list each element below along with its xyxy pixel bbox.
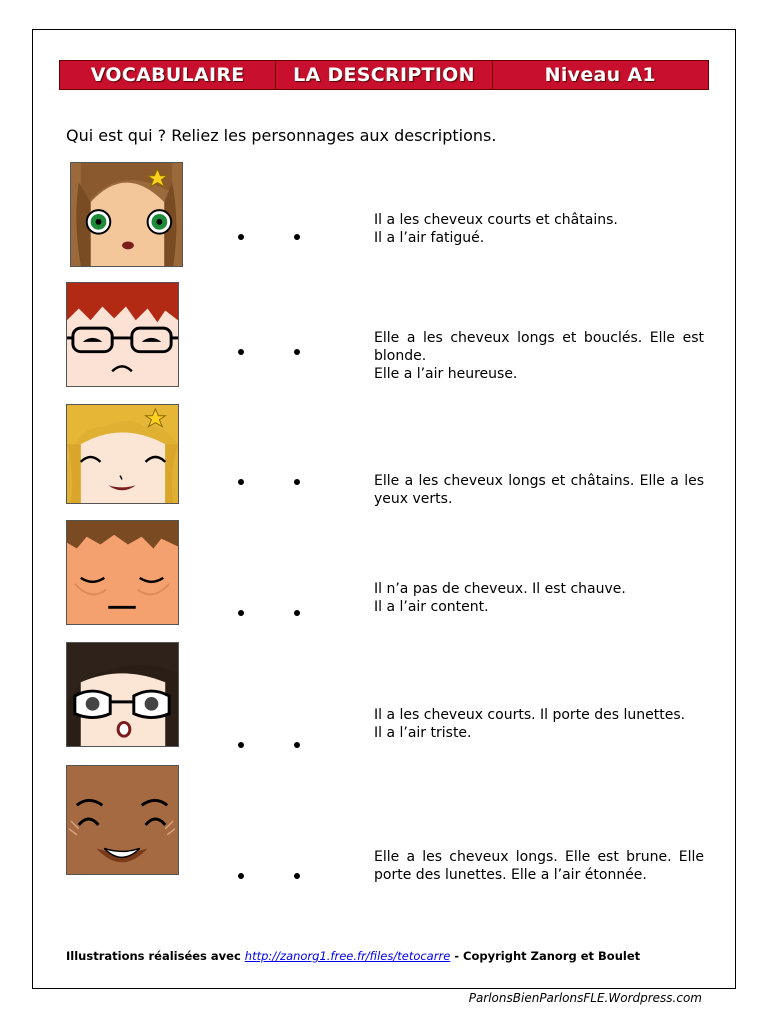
header-level: Niveau A1 [544,64,656,86]
description-line: Il a les cheveux courts. Il porte des lunettes. [374,707,686,723]
dot-right-4[interactable] [294,610,300,616]
dot-right-1[interactable] [294,234,300,240]
bald-man-smiling-icon [66,765,179,875]
credit-link[interactable]: http://zanorg1.free.fr/files/tetocarre [244,949,451,963]
credit-prefix: Illustrations réalisées avec [66,949,245,963]
woman-brunette-glasses-surprised-icon [66,642,179,747]
boy-red-hair-glasses-sad-icon [66,282,179,387]
dot-left-2[interactable] [238,349,244,355]
dot-left-5[interactable] [238,742,244,748]
credit-suffix: - Copyright Zanorg et Boulet [450,949,641,963]
footer-site: ParlonsBienParlonsFLE.Wordpress.com [468,991,702,1005]
girl-brown-long-hair-green-eyes-icon [70,162,183,267]
description-line: Il n’a pas de cheveux. Il est chauve. [374,581,626,597]
description-1 [374,211,704,247]
man-short-brown-hair-content-icon [66,520,179,625]
header-topic: LA DESCRIPTION [276,61,492,89]
description-line: Il a l’air content. [374,599,489,615]
description-6 [374,848,704,884]
description-line: Il a l’air triste. [374,725,472,741]
description-line: Elle a les cheveux longs et châtains. Elle a les yeux verts. [374,473,704,507]
dot-left-6[interactable] [238,873,244,879]
description-line: Elle a les cheveux longs et bouclés. Elle est blonde. [374,330,704,364]
dot-left-1[interactable] [238,234,244,240]
description-2 [374,329,704,383]
header-bar [59,60,709,90]
header-vocabulaire: VOCABULAIRE [60,61,276,89]
instruction: Qui est qui ? Reliez les personnages aux descriptions. [66,126,497,145]
description-line: Il a l’air fatigué. [374,230,485,246]
description-4 [374,580,704,616]
dot-right-3[interactable] [294,479,300,485]
dot-left-3[interactable] [238,479,244,485]
description-5 [374,706,704,742]
dot-left-4[interactable] [238,610,244,616]
dot-right-5[interactable] [294,742,300,748]
dot-right-2[interactable] [294,349,300,355]
girl-blonde-curly-happy-icon [66,404,179,504]
description-line: Elle a les cheveux longs. Elle est brune. Elle porte des lunettes. Elle a l’air étonnée. [374,849,704,883]
description-line: Il a les cheveux courts et châtains. [374,212,618,228]
description-line: Elle a l’air heureuse. [374,366,518,382]
description-3 [374,472,704,508]
dot-right-6[interactable] [294,873,300,879]
footer-credit [66,949,640,963]
